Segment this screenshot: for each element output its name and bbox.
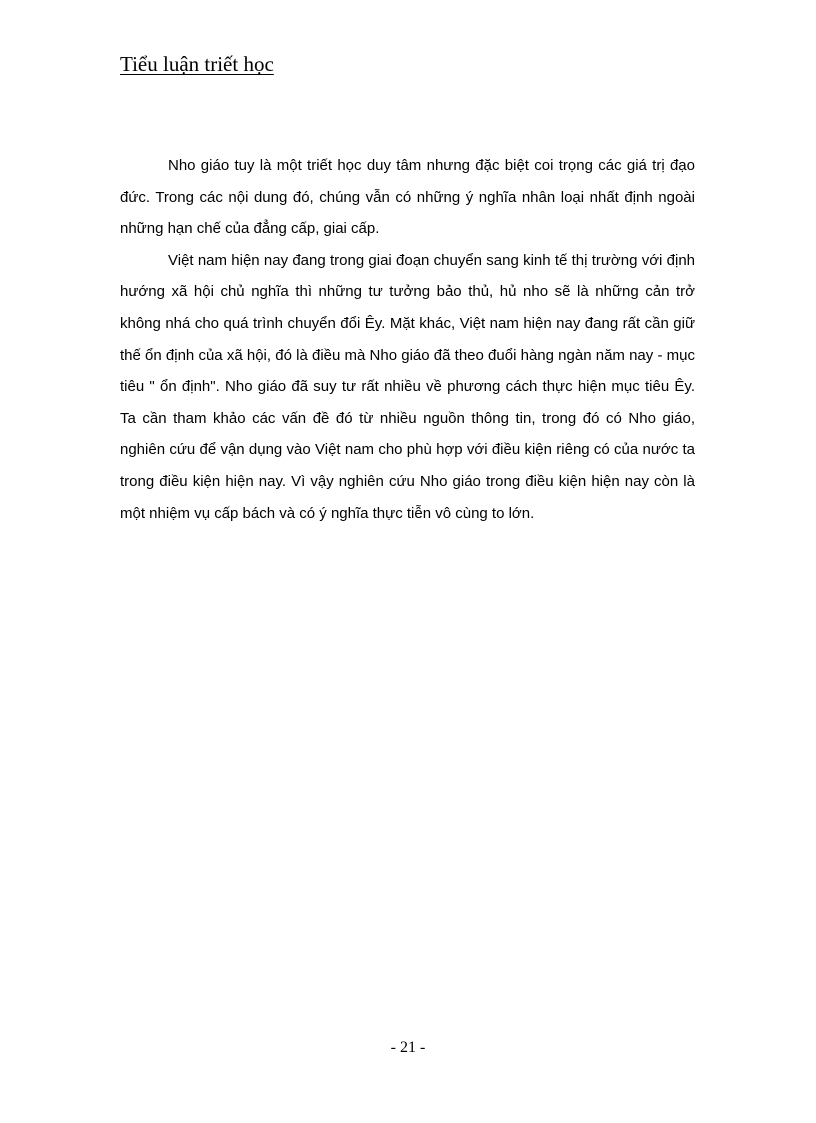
paragraph-2: Việt nam hiện nay đang trong giai đoạn chuyển sang kinh tế thị trường với định hướng xã hội chủ nghĩa thì những tư tưởng bảo thủ, hủ nho sẽ là những cản trở không nhá cho quá trình chuyển đổi Êy. Mặt khác, Việt nam hiện nay đang rất cần giữ thế ổn định của xã hội, đó là điều mà Nho giáo đã theo đuổi hàng ngàn năm nay - mục tiêu " ổn định". Nho giáo đã suy tư rất nhiều về phương cách thực hiện mục tiêu Êy. Ta cần tham khảo các vấn đề đó từ nhiều nguồn thông tin, trong đó có Nho giáo, nghiên cứu để vận dụng vào Việt nam cho phù hợp với điều kiện riêng có của nước ta trong điều kiện hiện nay. Vì vậy nghiên cứu Nho giáo trong điều kiện hiện nay còn là một nhiệm vụ cấp bách và có ý nghĩa thực tiễn vô cùng to lớn. [120, 251, 695, 522]
body-text [120, 150, 695, 529]
page-number: - 21 - [390, 1039, 426, 1056]
paragraph-1: Nho giáo tuy là một triết học duy tâm nhưng đặc biệt coi trọng các giá trị đạo đức. Trong các nội dung đó, chúng vẫn có những ý nghĩa nhân loại nhất định ngoài những hạn chế của đẳng cấp, giai cấp. [120, 157, 695, 238]
page-header-title: Tiểu luận triết học [120, 52, 274, 76]
